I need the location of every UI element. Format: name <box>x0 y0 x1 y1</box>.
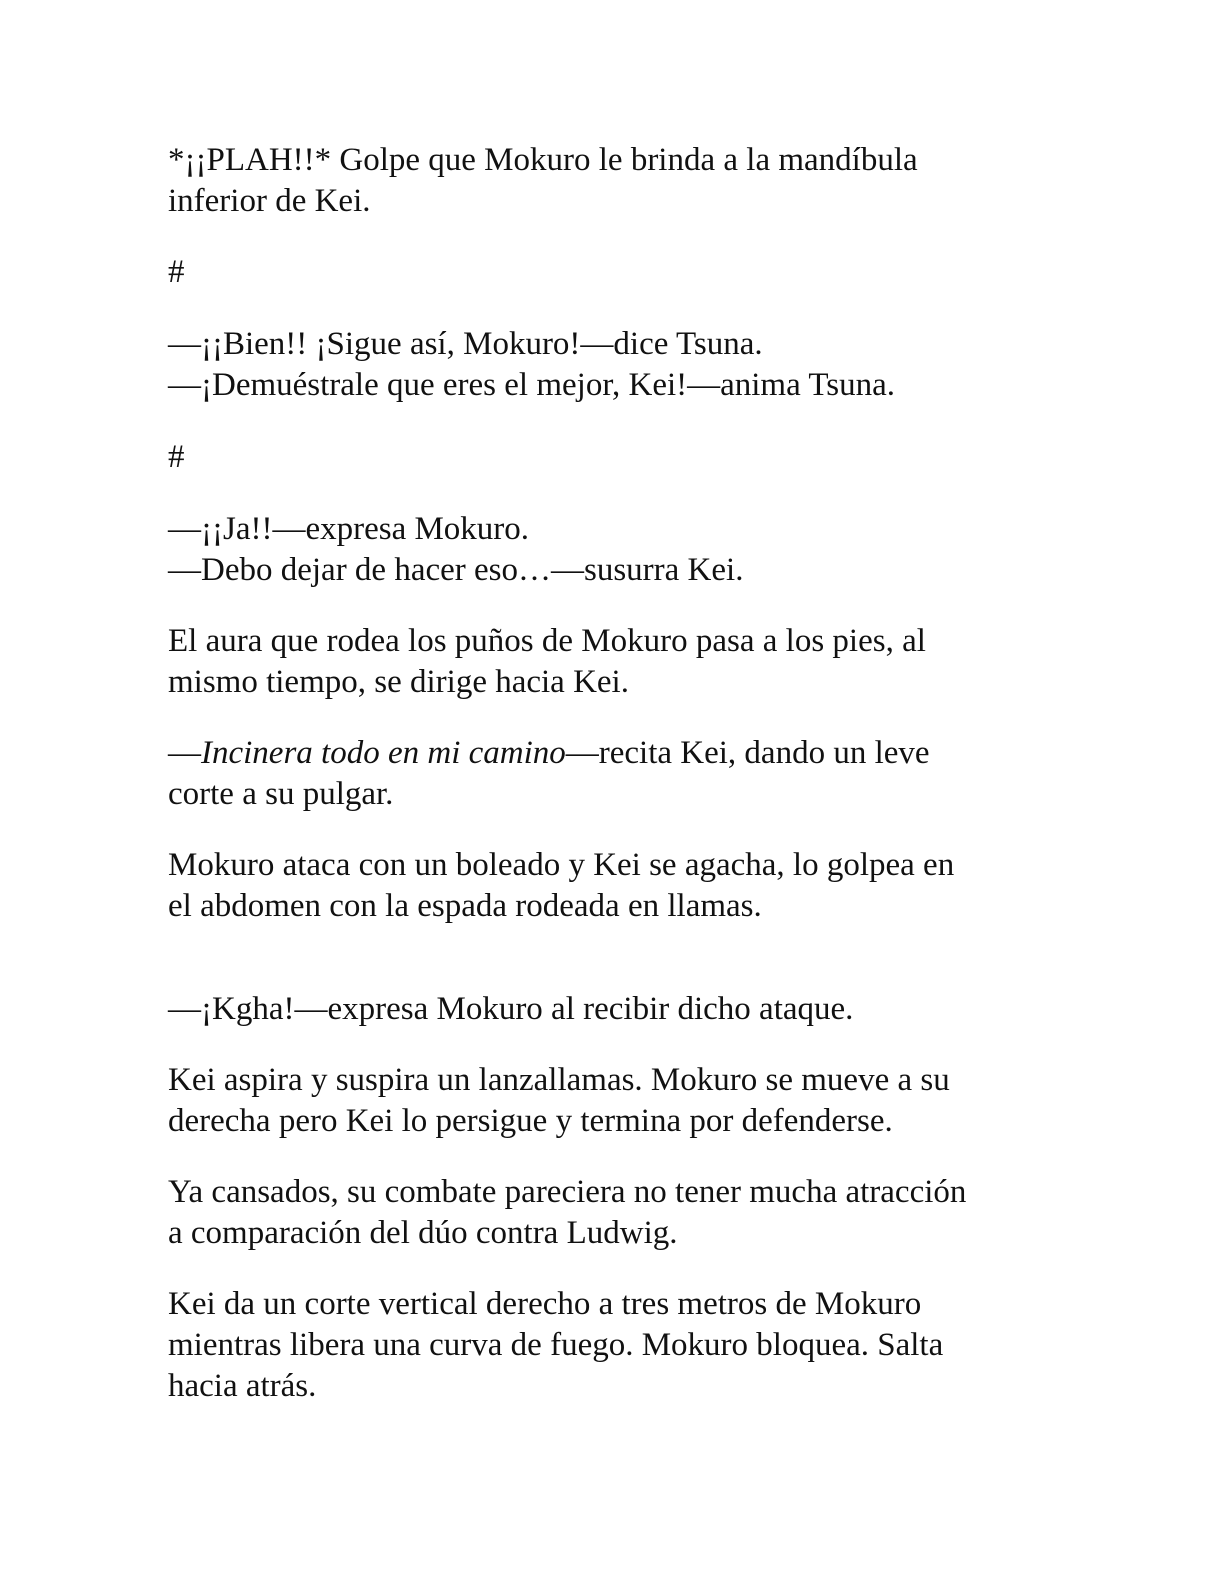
text-line: corte a su pulgar. <box>168 776 394 812</box>
text-line: Kei aspira y suspira un lanzallamas. Mokuro se mueve a su <box>168 1062 950 1098</box>
text-line: hacia atrás. <box>168 1368 317 1404</box>
paragraph-incinera <box>168 733 1068 815</box>
text-line: *¡¡PLAH!!* Golpe que Mokuro le brinda a la mandíbula <box>168 142 918 178</box>
text-line: mientras libera una curva de fuego. Mokuro bloquea. Salta <box>168 1327 944 1363</box>
text-line: inferior de Kei. <box>168 183 371 219</box>
text-line: mismo tiempo, se dirige hacia Kei. <box>168 664 629 700</box>
text-line: el abdomen con la espada rodeada en llamas. <box>168 888 762 924</box>
text-line <box>168 733 1068 774</box>
scene-separator: # <box>168 254 185 290</box>
text-line: Kei da un corte vertical derecho a tres metros de Mokuro <box>168 1286 922 1322</box>
paragraph-lanzallamas <box>168 1060 1068 1142</box>
text-line: —¡¡Bien!! ¡Sigue así, Mokuro!—dice Tsuna. <box>168 326 763 362</box>
paragraph-boleado <box>168 845 1068 927</box>
text-line: a comparación del dúo contra Ludwig. <box>168 1215 678 1251</box>
scene-separator: # <box>168 439 185 475</box>
paragraph-cansados <box>168 1172 1068 1254</box>
paragraph-corte-vertical <box>168 1284 1068 1407</box>
paragraph-kgha <box>168 989 1068 1030</box>
italic-incantation: Incinera todo en mi camino <box>201 735 566 771</box>
text-line: —¡Demuéstrale que eres el mejor, Kei!—anima Tsuna. <box>168 367 895 403</box>
document-page <box>168 140 1068 1407</box>
text-line: —Debo dejar de hacer eso…—susurra Kei. <box>168 552 744 588</box>
text-line: —¡¡Ja!!—expresa Mokuro. <box>168 511 530 547</box>
text-line: derecha pero Kei lo persigue y termina por defenderse. <box>168 1103 893 1139</box>
text-run: —recita Kei, dando un leve <box>565 735 930 771</box>
text-line: Ya cansados, su combate pareciera no tener mucha atracción <box>168 1174 967 1210</box>
paragraph-mokuro-kei-dialogue <box>168 509 1068 591</box>
text-line: Mokuro ataca con un boleado y Kei se agacha, lo golpea en <box>168 847 955 883</box>
text-line: —¡Kgha!—expresa Mokuro al recibir dicho ataque. <box>168 991 854 1027</box>
text-line: El aura que rodea los puños de Mokuro pasa a los pies, al <box>168 623 926 659</box>
paragraph-aura <box>168 621 1068 703</box>
paragraph-tsuna-dialogue <box>168 324 1068 406</box>
dash: — <box>168 735 201 771</box>
paragraph-plah <box>168 140 1068 222</box>
